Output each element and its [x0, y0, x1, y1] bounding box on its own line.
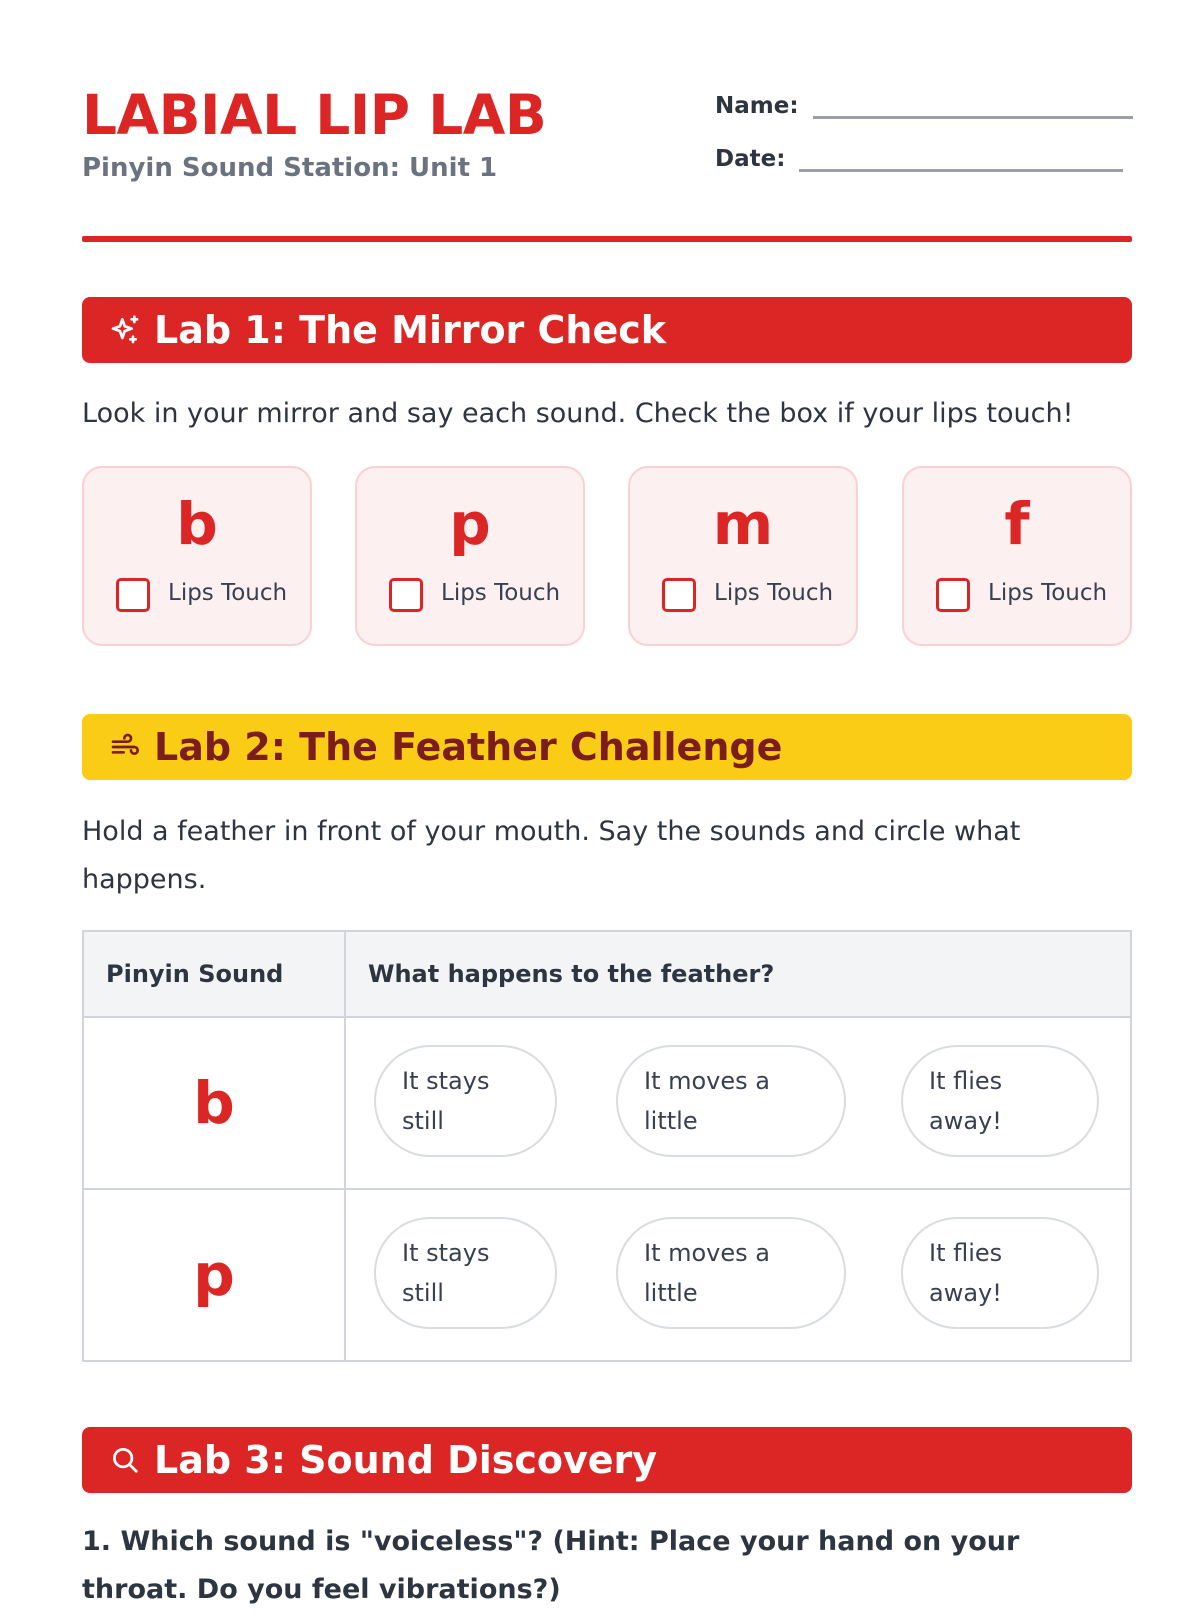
column-header-sound: Pinyin Sound	[84, 932, 346, 1016]
option-moves-little[interactable]: It moves a little	[616, 1045, 846, 1157]
page-subtitle: Pinyin Sound Station: Unit 1	[82, 153, 498, 183]
lips-touch-checkbox[interactable]	[389, 578, 423, 612]
table-row	[84, 1188, 1130, 1360]
sound-card-b	[82, 466, 312, 646]
option-flies-away[interactable]: It flies away!	[901, 1217, 1099, 1329]
lips-touch-label: Lips Touch	[168, 580, 288, 606]
lips-touch-checkbox[interactable]	[662, 578, 696, 612]
table-row	[84, 1018, 1130, 1188]
lab2-instructions: Hold a feather in front of your mouth. Say the sounds and circle what happens.	[82, 816, 1021, 895]
sound-letter: b	[176, 490, 218, 558]
sound-card-f	[902, 466, 1132, 646]
lab3-section-header	[82, 1427, 1132, 1493]
sound-card-m	[628, 466, 858, 646]
lips-touch-checkbox[interactable]	[116, 578, 150, 612]
search-icon	[108, 1443, 142, 1477]
name-label: Name:	[715, 93, 799, 119]
lab1-title: Lab 1: The Mirror Check	[154, 308, 667, 352]
sound-letter: f	[1004, 490, 1030, 558]
lab2-title: Lab 2: The Feather Challenge	[154, 725, 783, 769]
sound-letter: b	[193, 1069, 235, 1137]
sound-card-p	[355, 466, 585, 646]
sound-letter: p	[193, 1241, 235, 1309]
feather-table	[82, 930, 1132, 1362]
options-cell	[346, 1018, 1130, 1188]
date-input-line[interactable]	[799, 139, 1123, 172]
column-header-feather: What happens to the feather?	[368, 960, 775, 988]
lab3-title: Lab 3: Sound Discovery	[154, 1438, 658, 1482]
lips-touch-checkbox[interactable]	[936, 578, 970, 612]
sound-cell	[84, 1018, 346, 1188]
wind-icon	[108, 730, 142, 764]
lips-touch-label: Lips Touch	[441, 580, 561, 606]
date-label: Date:	[715, 146, 786, 172]
table-header-row	[84, 932, 1130, 1018]
header-divider	[82, 236, 1132, 242]
sound-cell	[84, 1190, 346, 1360]
option-flies-away[interactable]: It flies away!	[901, 1045, 1099, 1157]
lips-touch-label: Lips Touch	[714, 580, 834, 606]
sound-letter: m	[712, 490, 774, 558]
lab2-section-header	[82, 714, 1132, 780]
sound-letter: p	[449, 490, 491, 558]
option-stays-still[interactable]: It stays still	[374, 1045, 557, 1157]
date-field[interactable]	[715, 139, 1123, 172]
name-input-line[interactable]	[813, 86, 1133, 119]
lab1-section-header	[82, 297, 1132, 363]
options-cell	[346, 1190, 1130, 1360]
lips-touch-label: Lips Touch	[988, 580, 1108, 606]
lab3-question-1: 1. Which sound is "voiceless"? (Hint: Place your hand on your throat. Do you feel vibrations?)	[82, 1526, 1020, 1605]
name-field[interactable]	[715, 86, 1133, 119]
option-moves-little[interactable]: It moves a little	[616, 1217, 846, 1329]
lab1-instructions: Look in your mirror and say each sound. Check the box if your lips touch!	[82, 398, 1074, 429]
page-title: LABIAL LIP LAB	[82, 83, 547, 147]
option-stays-still[interactable]: It stays still	[374, 1217, 557, 1329]
sparkles-icon	[108, 313, 142, 347]
